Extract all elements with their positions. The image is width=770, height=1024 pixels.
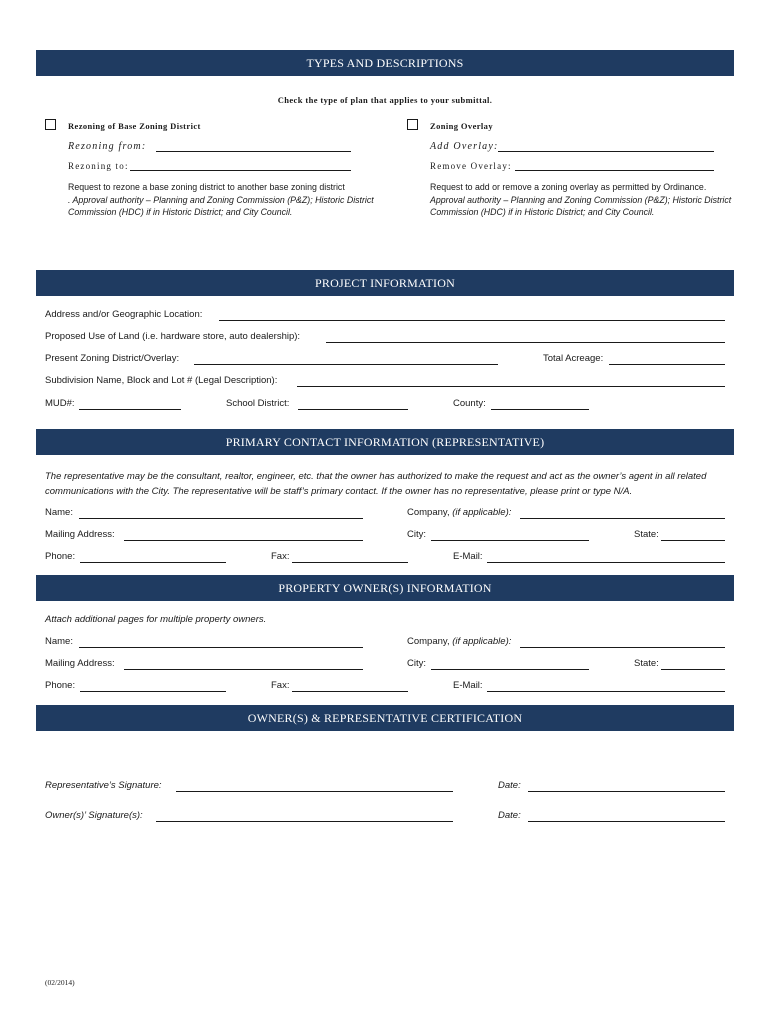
contact-company-field[interactable]	[520, 518, 725, 519]
owner-phone-label: Phone:	[45, 680, 76, 691]
owner-email-label: E-Mail:	[453, 680, 483, 691]
subdivision-label: Subdivision Name, Block and Lot # (Legal Description):	[45, 375, 278, 386]
rep-date-field[interactable]	[528, 791, 725, 792]
contact-city-label: City:	[407, 529, 426, 540]
rep-signature-label: Representative’s Signature:	[45, 780, 162, 791]
contact-city-field[interactable]	[431, 540, 589, 541]
remove-overlay-field[interactable]	[515, 170, 714, 171]
owner-date-label: Date:	[498, 810, 521, 821]
rep-date-label: Date:	[498, 780, 521, 791]
owner-signature-field[interactable]	[156, 821, 453, 822]
rezoning-from-label: Rezoning from:	[68, 141, 147, 152]
remove-overlay-label: Remove Overlay:	[430, 161, 512, 171]
school-district-field[interactable]	[298, 409, 408, 410]
proposed-use-label: Proposed Use of Land (i.e. hardware store, auto dealership):	[45, 331, 301, 342]
rezoning-to-label: Rezoning to:	[68, 161, 129, 171]
contact-mailing-label: Mailing Address:	[45, 529, 115, 540]
section-header-owner: PROPERTY OWNER(S) INFORMATION	[36, 575, 734, 601]
owner-city-label: City:	[407, 658, 426, 669]
representative-note: The representative may be the consultant, realtor, engineer, etc. that the owner has authorized to make the request and act as the owner’s agent in all related communications with the City. The representative will be staff’s primary contact. If the owner has no representative, please print or type N/A.	[45, 471, 707, 497]
owner-email-field[interactable]	[487, 691, 725, 692]
overlay-description: Request to add or remove a zoning overlay as permitted by Ordinance. Approval authority – Planning and Zoning Commission (P&Z); Historic District Commission (HDC) if in Historic District; and City Council.	[430, 182, 732, 217]
overlay-checkbox[interactable]	[407, 119, 418, 130]
owner-company-label: Company, (if applicable):	[407, 636, 512, 647]
owner-name-field[interactable]	[79, 647, 363, 648]
section-header-certification: OWNER(S) & REPRESENTATIVE CERTIFICATION	[36, 705, 734, 731]
contact-email-field[interactable]	[487, 562, 725, 563]
owner-company-field[interactable]	[520, 647, 725, 648]
address-field[interactable]	[219, 320, 725, 321]
subdivision-field[interactable]	[297, 386, 725, 387]
present-zoning-label: Present Zoning District/Overlay:	[45, 353, 180, 364]
owner-note: Attach additional pages for multiple property owners.	[45, 614, 267, 625]
proposed-use-field[interactable]	[326, 342, 725, 343]
owner-date-field[interactable]	[528, 821, 725, 822]
add-overlay-label: Add Overlay:	[430, 141, 499, 152]
contact-name-field[interactable]	[79, 518, 363, 519]
rezoning-title: Rezoning of Base Zoning District	[68, 121, 201, 131]
add-overlay-field[interactable]	[498, 151, 714, 152]
contact-company-label: Company, (if applicable):	[407, 507, 512, 518]
rezoning-to-field[interactable]	[130, 170, 351, 171]
revision-date: (02/2014)	[45, 978, 75, 987]
owner-mailing-field[interactable]	[124, 669, 363, 670]
owner-phone-field[interactable]	[80, 691, 226, 692]
contact-name-label: Name:	[45, 507, 73, 518]
instruction-text: Check the type of plan that applies to your submittal.	[277, 95, 493, 105]
owner-state-field[interactable]	[661, 669, 725, 670]
section-header-types: TYPES AND DESCRIPTIONS	[36, 50, 734, 76]
county-label: County:	[453, 398, 486, 409]
rezoning-checkbox[interactable]	[45, 119, 56, 130]
present-zoning-field[interactable]	[194, 364, 498, 365]
overlay-title: Zoning Overlay	[430, 121, 493, 131]
contact-email-label: E-Mail:	[453, 551, 483, 562]
contact-phone-label: Phone:	[45, 551, 76, 562]
rezoning-from-field[interactable]	[156, 151, 351, 152]
owner-fax-label: Fax:	[271, 680, 290, 691]
mud-label: MUD#:	[45, 398, 75, 409]
total-acreage-field[interactable]	[609, 364, 725, 365]
contact-mailing-field[interactable]	[124, 540, 363, 541]
rep-signature-field[interactable]	[176, 791, 453, 792]
contact-fax-field[interactable]	[292, 562, 408, 563]
owner-mailing-label: Mailing Address:	[45, 658, 115, 669]
owner-signature-label: Owner(s)’ Signature(s):	[45, 810, 143, 821]
contact-phone-field[interactable]	[80, 562, 226, 563]
owner-state-label: State:	[634, 658, 659, 669]
rezoning-description: Request to rezone a base zoning district to another base zoning district . Approval authority – Planning and Zoning Commission (P&Z); Historic District Commission (HDC) if in Historic District; and City Council.	[68, 182, 374, 217]
school-district-label: School District:	[226, 398, 290, 409]
section-header-contact: PRIMARY CONTACT INFORMATION (REPRESENTATIVE)	[36, 429, 734, 455]
contact-state-label: State:	[634, 529, 659, 540]
address-label: Address and/or Geographic Location:	[45, 309, 203, 320]
owner-fax-field[interactable]	[292, 691, 408, 692]
owner-name-label: Name:	[45, 636, 73, 647]
section-header-project: PROJECT INFORMATION	[36, 270, 734, 296]
total-acreage-label: Total Acreage:	[543, 353, 604, 364]
owner-city-field[interactable]	[431, 669, 589, 670]
county-field[interactable]	[491, 409, 589, 410]
contact-fax-label: Fax:	[271, 551, 290, 562]
contact-state-field[interactable]	[661, 540, 725, 541]
mud-field[interactable]	[79, 409, 181, 410]
